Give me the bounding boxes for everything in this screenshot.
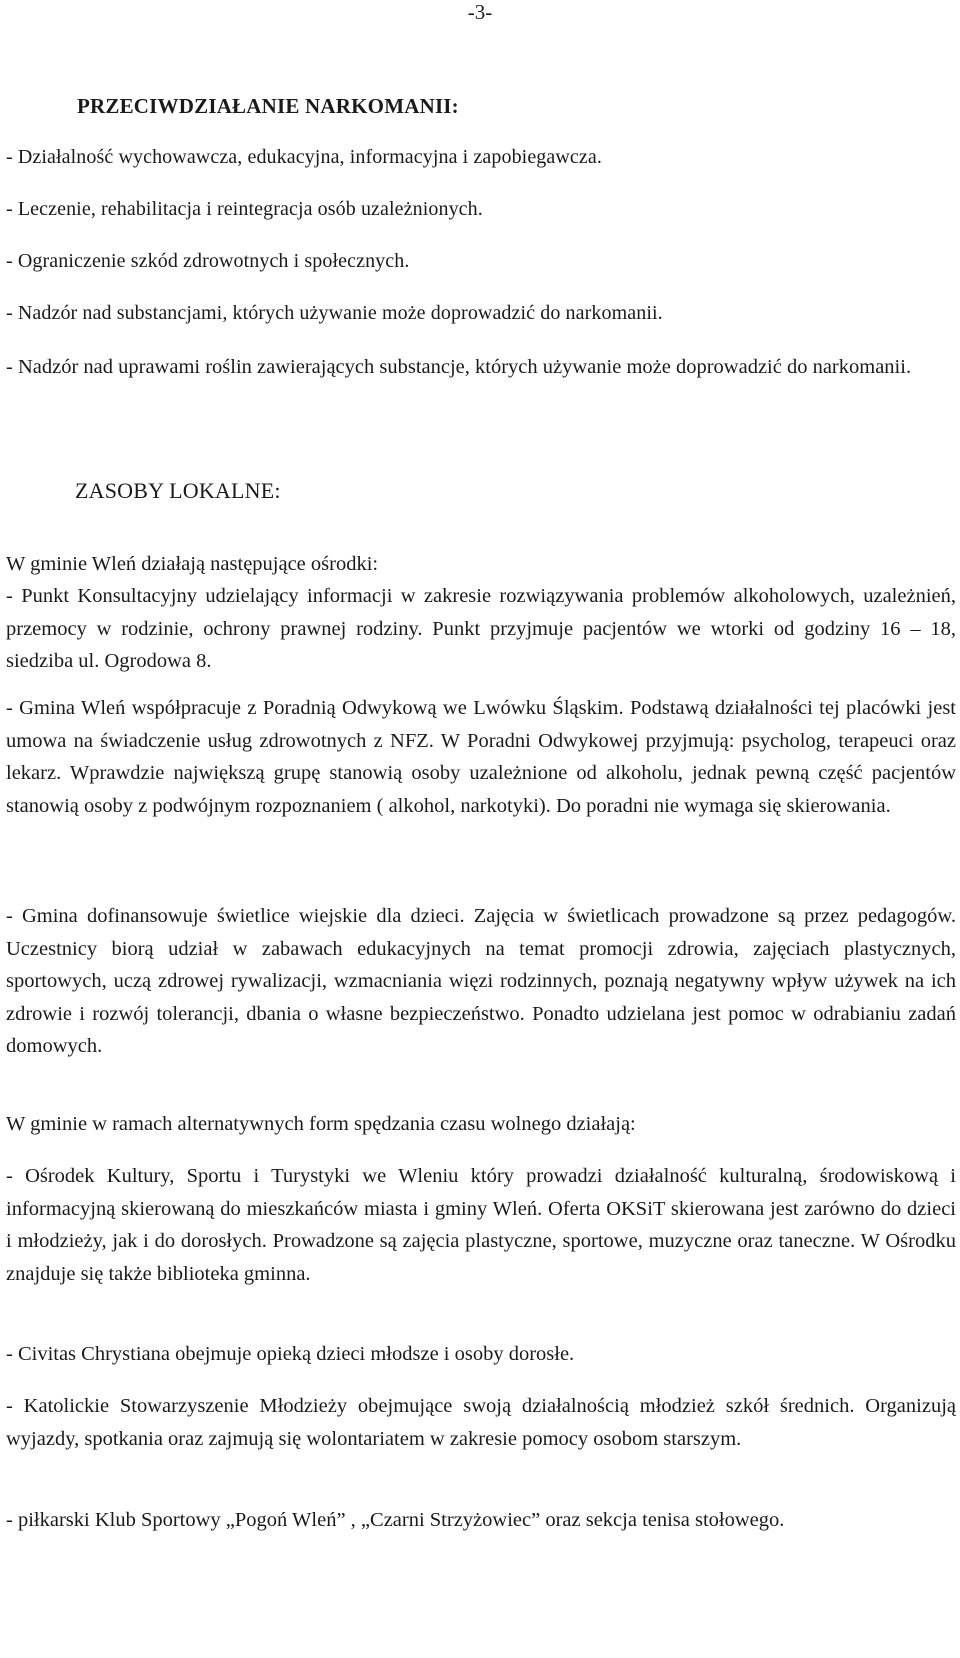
paragraph-civitas: - Civitas Chrystiana obejmuje opieką dzieci młodsze i osoby dorosłe. xyxy=(6,1343,575,1365)
paragraph-swietlice: - Gmina dofinansowuje świetlice wiejskie dla dzieci. Zajęcia w świetlicach prowadzone są przez pedagogów. Uczestnicy biorą udział w zabawach edukacyjnych na temat promocji zdrowia, zajęciach plastycznych, sportowych, uczą zdrowej rywalizacji, wzmacniania więzi rodzinnych, poznają negatywny wpływ używek na ich zdrowie i rozwój tolerancji, dbania o własne bezpieczeństwo. Ponadto udzielana jest pomoc w odrabianiu zadań domowych. xyxy=(6,905,956,1057)
list-item: - Nadzór nad uprawami roślin zawierających substancje, których używanie może doprowadzić do narkomanii. xyxy=(6,356,912,378)
section-heading-narkomania: PRZECIWDZIAŁANIE NARKOMANII: xyxy=(77,94,459,118)
paragraph-alternatywne-formy: W gminie w ramach alternatywnych form spędzania czasu wolnego działają: xyxy=(6,1113,636,1135)
paragraph-punkt-konsultacyjny: - Punkt Konsultacyjny udzielający informacji w zakresie rozwiązywania problemów alkoholowych, uzależnień, przemocy w rodzinie, ochrony prawnej rodziny. Punkt przyjmuje pacjentów we wtorki od godziny 16 – 18, siedziba ul. Ogrodowa 8. xyxy=(6,585,956,672)
paragraph-klub-sportowy: - piłkarski Klub Sportowy „Pogoń Wleń” , „Czarni Strzyżowiec” oraz sekcja tenisa stołowego. xyxy=(6,1509,785,1531)
paragraph-poradnia-odwykowa: - Gmina Wleń współpracuje z Poradnią Odwykową we Lwówku Śląskim. Podstawą działalności tej placówki jest umowa na świadczenie usług zdrowotnych z NFZ. W Poradni Odwykowej przyjmują: psycholog, terapeuci oraz lekarz. Wprawdzie największą grupę stanowią osoby uzależnione od alkoholu, jednak pewną część pacjentów stanowią osoby z podwójnym rozpoznaniem ( alkohol, narkotyki). Do poradni nie wymaga się skierowania. xyxy=(6,697,956,817)
paragraph-ksm: - Katolickie Stowarzyszenie Młodzieży obejmujące swoją działalnością młodzież szkół średnich. Organizują wyjazdy, spotkania oraz zajmują się wolontariatem w zakresie pomocy osobom starszym. xyxy=(6,1395,956,1450)
paragraph-intro: W gminie Wleń działają następujące ośrodki: xyxy=(6,553,379,575)
list-item: - Leczenie, rehabilitacja i reintegracja osób uzależnionych. xyxy=(6,198,483,220)
list-item: - Ograniczenie szkód zdrowotnych i społecznych. xyxy=(6,250,410,272)
list-item: - Działalność wychowawcza, edukacyjna, informacyjna i zapobiegawcza. xyxy=(6,146,602,168)
list-item: - Nadzór nad substancjami, których używanie może doprowadzić do narkomanii. xyxy=(6,302,663,324)
paragraph-osrodek-kultury: - Ośrodek Kultury, Sportu i Turystyki we Wleniu który prowadzi działalność kulturalną, środowiskową i informacyjną skierowaną do mieszkańców miasta i gminy Wleń. Oferta OKSiT skierowana jest zarówno do dzieci i młodzieży, jak i do dorosłych. Prowadzone są zajęcia plastyczne, sportowe, muzyczne oraz taneczne. W Ośrodku znajduje się także biblioteka gminna. xyxy=(6,1165,956,1285)
section-heading-zasoby: ZASOBY LOKALNE: xyxy=(75,478,281,503)
page-number: -3- xyxy=(467,0,493,24)
